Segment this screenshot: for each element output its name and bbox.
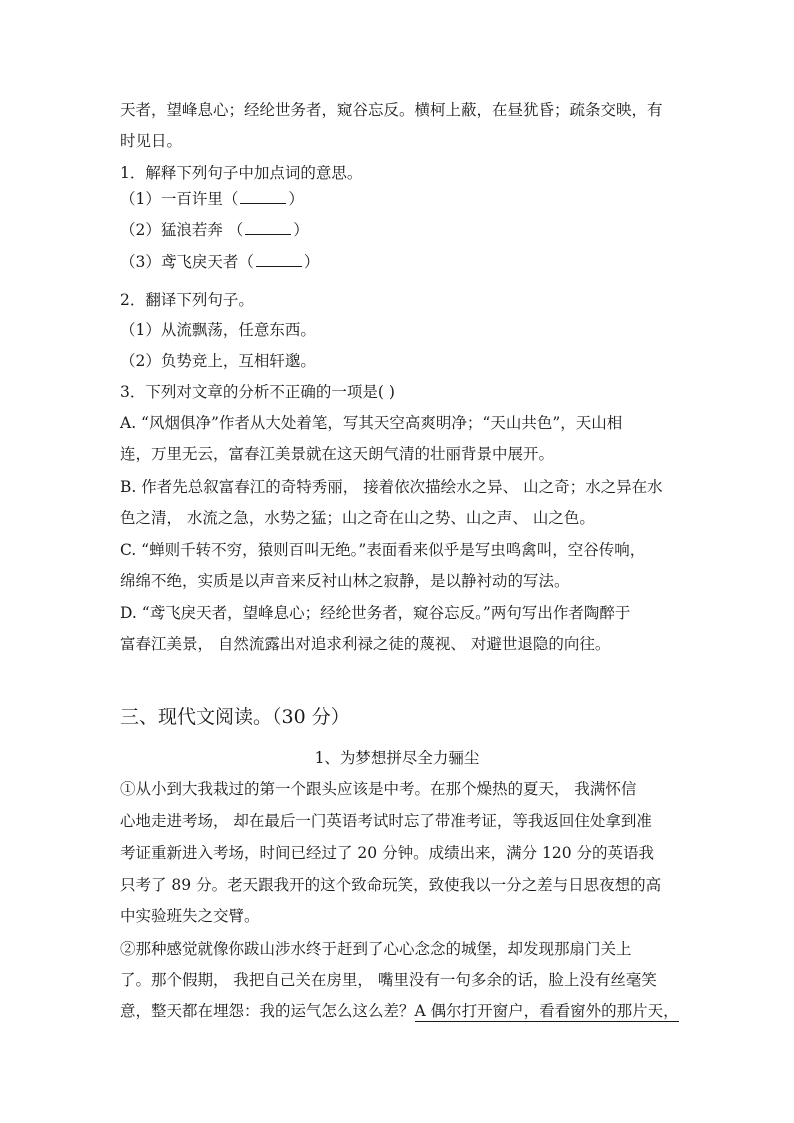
question-2-item: （1）从流飘荡，任意东西。 xyxy=(120,321,316,339)
item-text: ） xyxy=(303,253,320,271)
option-b-line: B. 作者先总叙富春江的奇特秀丽， 接着依次描绘水之异、 山之奇；水之异在水 xyxy=(120,478,663,496)
paragraph-2-line: 了。那个假期， 我把自己关在房里， 嘴里没有一句多余的话，脸上没有丝毫笑 xyxy=(120,971,657,989)
paragraph-1-line: 只考了 89 分。老天跟我开的这个致命玩笑，致使我以一分之差与日思夜想的高 xyxy=(120,876,662,894)
option-b-line: 色之清， 水流之急，水势之猛；山之奇在山之势、山之声、 山之色。 xyxy=(120,509,595,527)
answer-blank[interactable] xyxy=(256,252,302,267)
paragraph-1-line: 中实验班失之交臂。 xyxy=(120,907,260,925)
paragraph-2-line xyxy=(120,1001,679,1021)
article-title: 1、为梦想拼尽全力骊尘 xyxy=(314,749,480,767)
answer-blank[interactable] xyxy=(240,189,286,204)
item-text: （1）一百许里（ xyxy=(120,190,239,208)
option-c-line: 绵绵不绝，实质是以声音来反衬山林之寂静，是以静衬动的写法。 xyxy=(120,572,570,590)
answer-blank[interactable] xyxy=(245,220,291,235)
underlined-sentence-a: A 偶尔打开窗户，看看窗外的那片天， xyxy=(414,1002,679,1020)
classical-text-line: 天者，望峰息心；经纶世务者，窥谷忘反。横柯上蔽，在昼犹昏；疏条交映，有 xyxy=(120,101,663,119)
question-1-item xyxy=(120,252,319,272)
paragraph-text: 意，整天都在埋怨：我的运气怎么这么差？ xyxy=(120,1002,415,1020)
question-3-stem: 3．下列对文章的分析不正确的一项是( ) xyxy=(120,383,395,401)
option-a-line: 连，万里无云，富春江美景就在这天朗气清的壮丽背景中展开。 xyxy=(120,445,555,463)
paragraph-1-line: 考证重新进入考场，时间已经过了 20 分钟。成绩出来，满分 120 分的英语我 xyxy=(120,844,655,862)
question-2-stem: 2．翻译下列句子。 xyxy=(120,291,254,309)
paragraph-1-line: 心地走进考场， 却在最后一门英语考试时忘了带准考证，等我返回住处拿到准 xyxy=(120,812,652,830)
question-2-item: （2）负势竞上，互相轩邈。 xyxy=(120,352,316,370)
question-1-item xyxy=(120,220,309,240)
item-text: （2）猛浪若奔 （ xyxy=(120,221,244,239)
question-1-item xyxy=(120,189,304,209)
option-d-line: 富春江美景， 自然流露出对追求利禄之徒的蔑视、 对避世退隐的向往。 xyxy=(120,635,611,653)
question-1-stem: 1．解释下列句子中加点词的意思。 xyxy=(120,164,363,182)
option-c-line: C. “蝉则千转不穷，猿则百叫无绝。”表面看来似乎是写虫鸣禽叫，空谷传响， xyxy=(120,541,646,559)
item-text: ） xyxy=(288,190,304,208)
paragraph-1-line: ①从小到大我栽过的第一个跟头应该是中考。在那个燥热的夏天， 我满怀信 xyxy=(120,780,637,798)
option-a-line: A. “风烟俱净”作者从大处着笔，写其天空高爽明净；“天山共色”，天山相 xyxy=(120,414,623,432)
option-d-line: D. “鸢飞戾天者，望峰息心；经纶世务者，窥谷忘反。”两句写出作者陶醉于 xyxy=(120,604,631,622)
item-text: （3）鸢飞戾天者（ xyxy=(120,253,254,271)
item-text: ） xyxy=(293,221,309,239)
classical-text-line: 时见日。 xyxy=(120,132,183,150)
paragraph-2-line: ②那种感觉就像你跋山涉水终于赶到了心心念念的城堡，却发现那扇门关上 xyxy=(120,940,632,958)
section-heading: 三、现代文阅读。（30 分） xyxy=(120,706,350,728)
